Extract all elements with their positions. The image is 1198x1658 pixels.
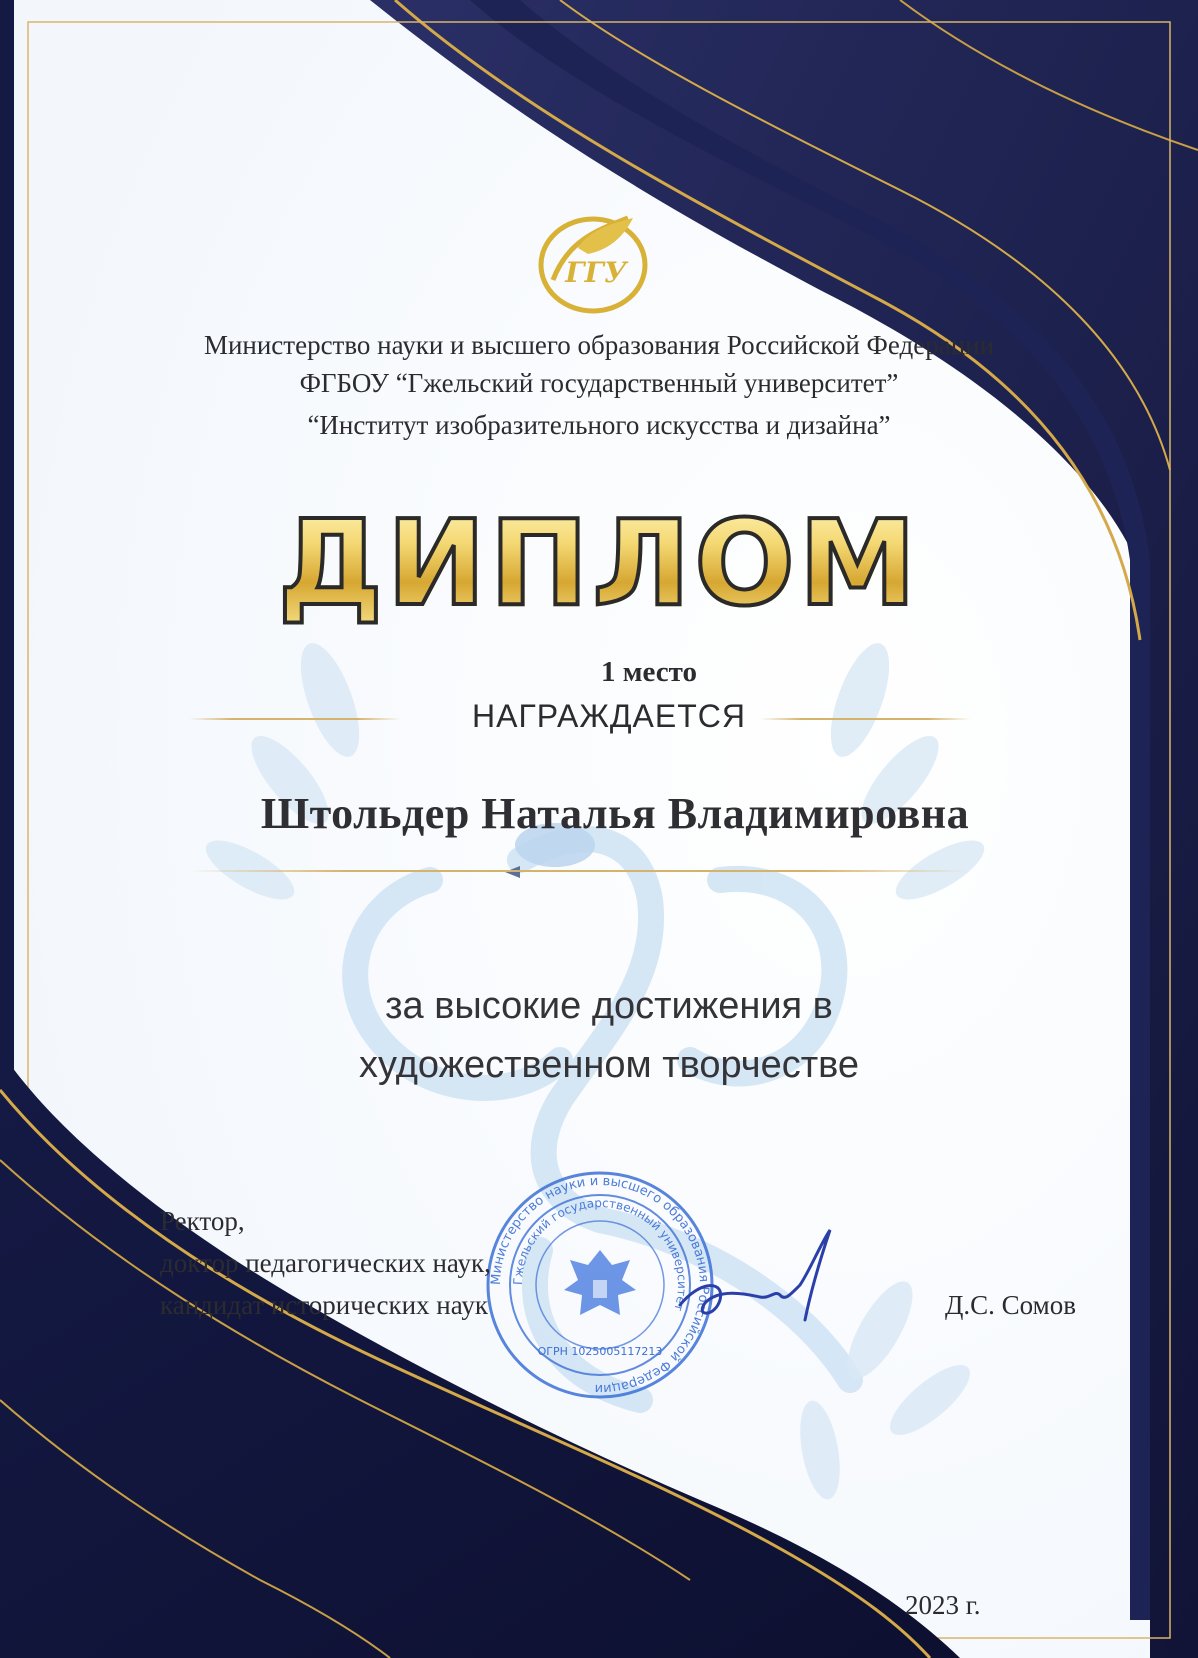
university-line: ФГБОУ “Гжельский государственный университет” — [299, 368, 899, 398]
diploma-title: ДИПЛОМ — [0, 498, 1198, 628]
recipient-underline — [190, 870, 970, 872]
seal-ogrn: ОГРН 1025005117213 — [537, 1345, 663, 1358]
reason-line-2: художественном творчестве — [358, 1044, 860, 1086]
seal-inner-text: Гжельский государственный университет — [510, 1195, 690, 1313]
eagle-emblem-icon — [564, 1250, 636, 1315]
seal-outer-text: Министерство науки и высшего образования Российской Федерации — [488, 1173, 712, 1397]
issue-year: 2023 г. — [905, 1590, 981, 1620]
signature-degree-2: кандидат исторических наук — [160, 1290, 488, 1320]
signer-name: Д.С. Сомов — [945, 1290, 1077, 1320]
handwritten-signature — [670, 1225, 850, 1335]
logo-text-icon: ГГУ — [565, 256, 627, 289]
ministry-line: Министерство науки и высшего образования Российской Федерации — [203, 330, 995, 360]
university-logo — [528, 210, 658, 315]
institute-line: “Институт изобразительного искусства и дизайна” — [307, 410, 891, 440]
awarded-label: НАГРАЖДАЕТСЯ — [472, 698, 746, 734]
place-label: 1 место — [601, 656, 697, 688]
recipient-name: Штольдер Наталья Владимировна — [260, 789, 970, 838]
signature-degree-1: доктор педагогических наук, — [160, 1248, 491, 1278]
signature-block — [160, 1200, 491, 1326]
reason-line-1: за высокие достижения в — [385, 985, 833, 1027]
signature-title: Ректор, — [160, 1206, 245, 1236]
